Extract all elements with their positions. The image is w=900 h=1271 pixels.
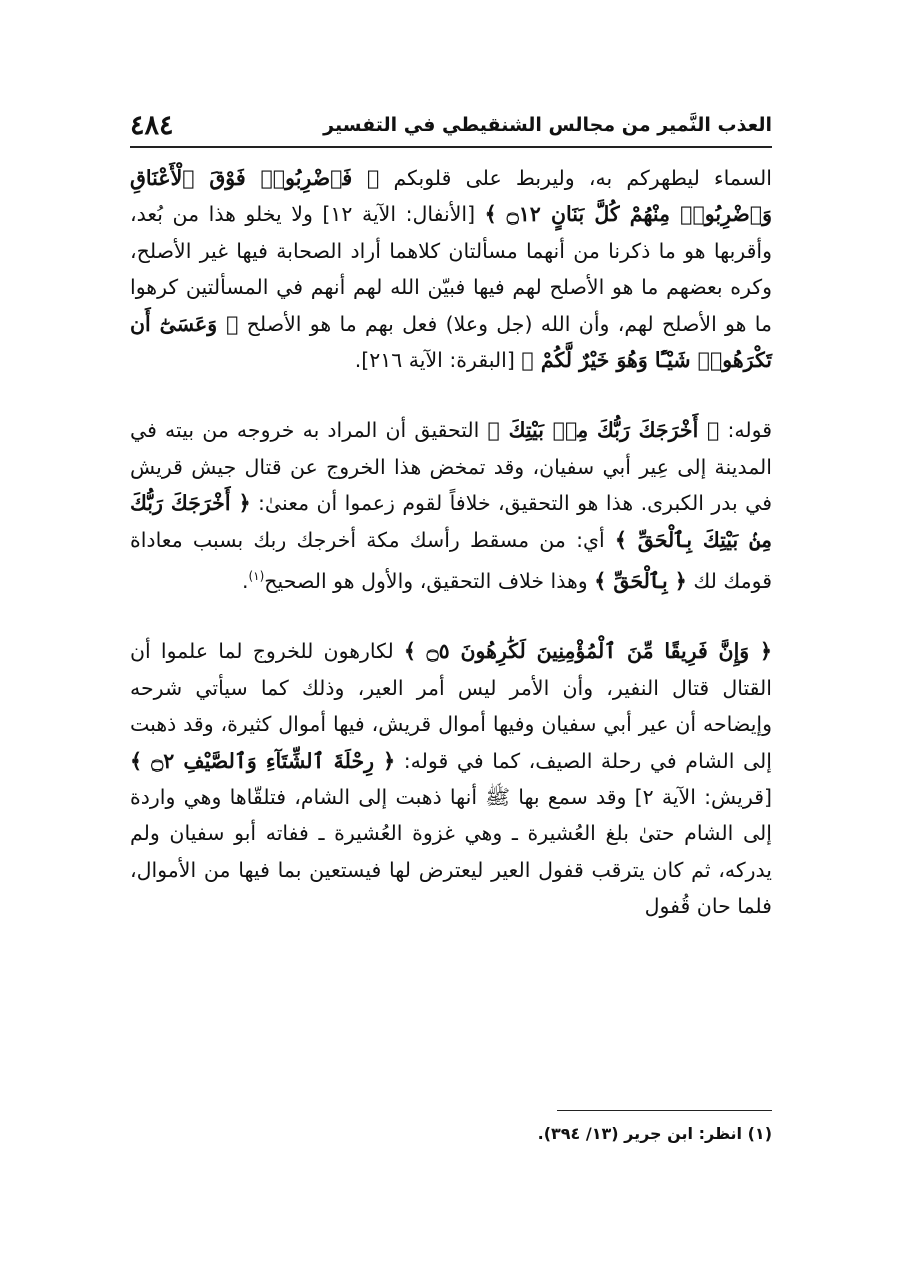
quran-quote: ﴿ أَخْرَجَكَ رَبُّكَ مِنۢ بَيْتِكَ بِٱلْحَقِّ ﴾ bbox=[130, 491, 772, 552]
body-text bbox=[130, 160, 772, 925]
footnote: (١) انظر: ابن جرير (١٣/ ٣٩٤). bbox=[537, 1124, 772, 1143]
paragraph bbox=[130, 160, 772, 378]
page-number: ٤٨٤ bbox=[130, 110, 174, 141]
paragraph bbox=[130, 633, 772, 924]
quran-quote: ﴿ رِحْلَةَ ٱلشِّتَآءِ وَٱلصَّيْفِ ۝٢ ﴾ bbox=[130, 748, 396, 773]
text-run: وهذا خلاف التحقيق، والأول هو الصحيح bbox=[264, 568, 595, 593]
page-header bbox=[130, 104, 772, 148]
text-run: . bbox=[241, 568, 249, 593]
quran-quote: ﴿ أَخْرَجَكَ رَبُّكَ مِنۢ بَيْتِكَ ﴾ bbox=[487, 418, 720, 443]
text-run: [البقرة: الآية ٢١٦]. bbox=[354, 348, 522, 373]
footnote-marker: (١) bbox=[248, 569, 265, 584]
text-run: السماء ليطهركم به، وليربط على قلوبكم bbox=[379, 166, 772, 190]
text-run: لكارهون للخروج لما علموا أن القتال قتال النفير، وأن الأمر ليس أمر العير، وذلك كما سيأتي شرحه وإيضاحه أن عير أبي سفيان وفيها أموال قريش، فيها أموال كثيرة، وقد ذهبت إلى الشام في رحلة الصيف، كما في قوله: bbox=[130, 639, 772, 773]
quran-quote: ﴿ وَعَسَىٰٓ أَن تَكْرَهُوا۟ شَيْـًٔا وَهُوَ خَيْرٌ لَّكُمْ ﴾ bbox=[130, 311, 772, 373]
text-run: قوله: bbox=[719, 418, 772, 443]
quran-quote: ﴿ وَإِنَّ فَرِيقًا مِّنَ ٱلْمُؤْمِنِينَ لَكَٰرِهُونَ ۝٥ ﴾ bbox=[403, 639, 772, 664]
text-run: أي: من مسقط رأسك مكة أخرجك ربك بسبب معاداة قومك لك bbox=[130, 527, 772, 593]
quran-quote: ﴿ فَٱضْرِبُوا۟ فَوْقَ ٱلْأَعْنَاقِ وَٱضْرِبُوا۟ مِنْهُمْ كُلَّ بَنَانٍ ۝١٢ ﴾ bbox=[130, 166, 772, 227]
text-run: [الأنفال: الآية ١٢] ولا يخلو هذا من بُعد، وأقربها هو ما ذكرنا من أنهما مسألتان كلاهما أراد الصحابة فيها غير الأصلح، وكره بعضهم ما هو الأصلح لهم فيها فبيّن الله لهم أنهم في المسألتين كرهوا ما هو الأصلح لهم، وأن الله (جل وعلا) فعل بهم ما هو الأصلح bbox=[130, 202, 772, 336]
book-page bbox=[130, 104, 772, 1204]
text-run: [قريش: الآية ٢] وقد سمع بها ﷺ أنها ذهبت إلى الشام، فتلقّاها وهي واردة إلى الشام حتىٰ بلغ العُشيرة ـ وهي غزوة العُشيرة ـ ففاته أبو سفيان ولم يدركه، ثم كان يترقب قفول العير ليعترض لها فيستعين بما فيها من الأموال، فلما حان قُفول bbox=[130, 784, 772, 919]
text-run: التحقيق أن المراد به خروجه من بيته في المدينة إلى عِير أبي سفيان، وقد تمخض هذا الخروج عن قتال جيش قريش في بدر الكبرى. هذا هو التحقيق، خلافاً لقوم زعموا أن معنىٰ: bbox=[130, 418, 772, 516]
footnote-separator bbox=[557, 1110, 772, 1111]
paragraph bbox=[130, 412, 772, 599]
running-title: العذب النَّمير من مجالس الشنقيطي في التفسير bbox=[323, 114, 772, 136]
quran-quote: ﴿ بِٱلْحَقِّ ﴾ bbox=[594, 568, 687, 593]
